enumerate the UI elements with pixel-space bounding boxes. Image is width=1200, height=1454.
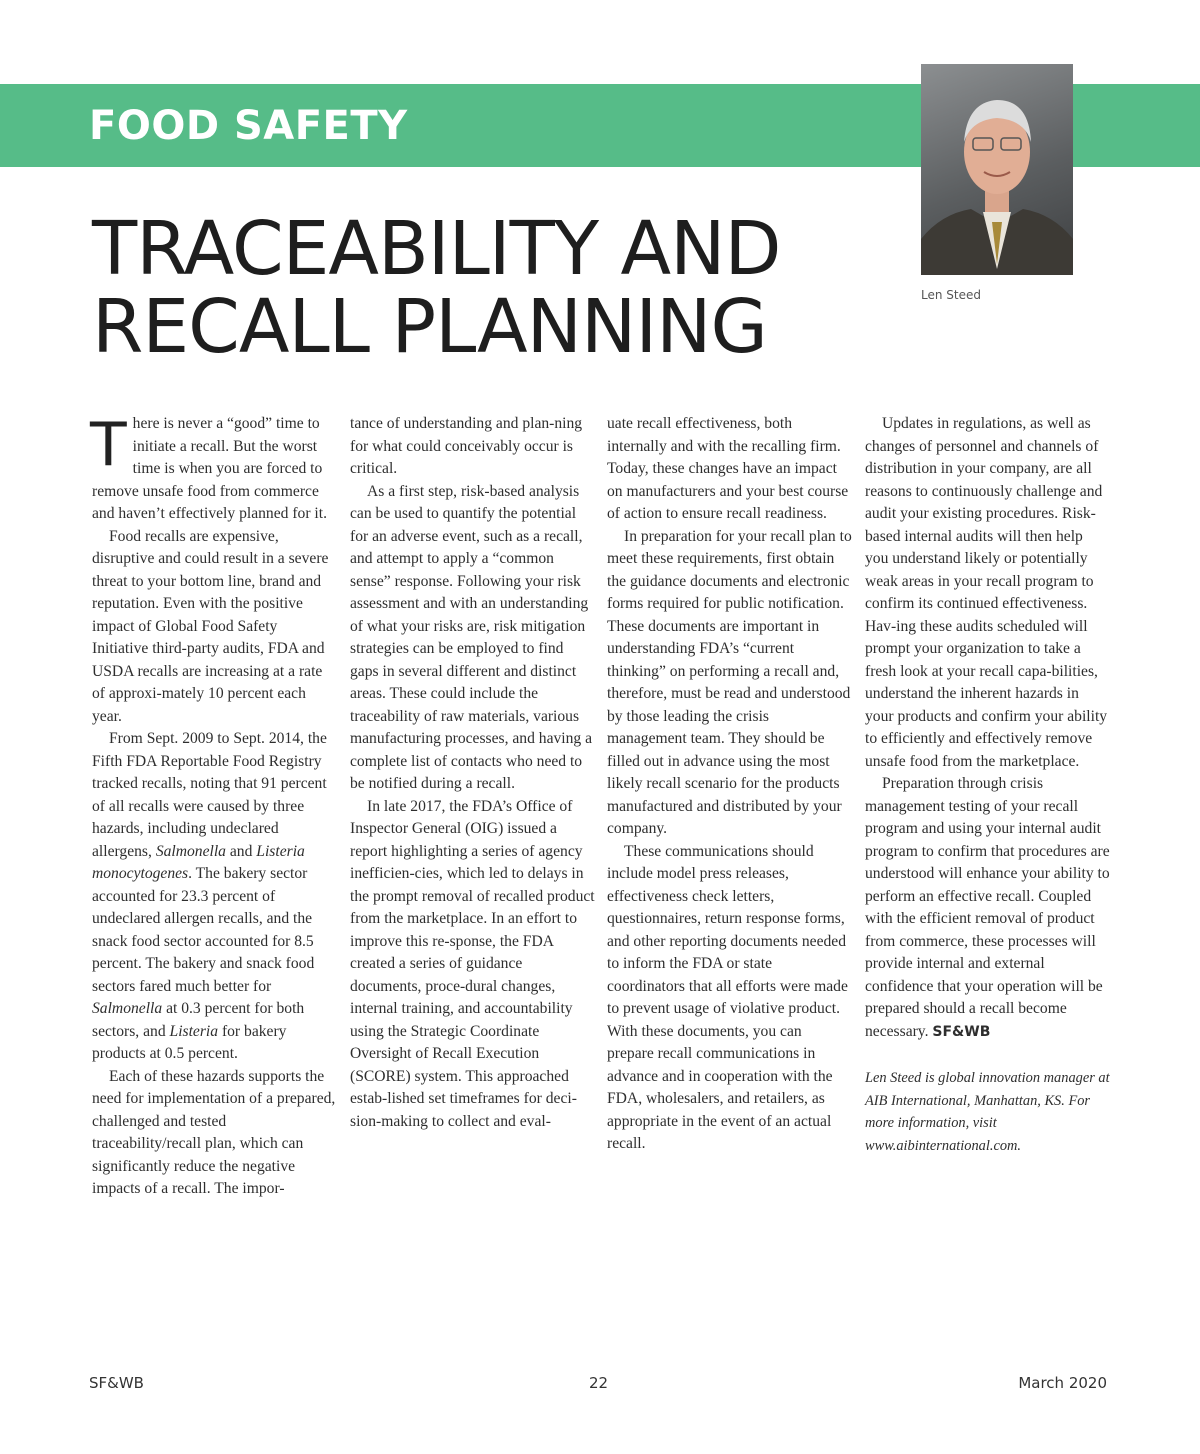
paragraph: These communications should include model press releases, effectiveness check letters, questionnaires, return response forms, and other reporting documents needed to inform the FDA or state coordinators that all efforts were made to prevent usage of violative product. With these documents, you can prepare recall communications in advance and in cooperation with the FDA, wholesalers, and retailers, as appropriate in the event of an actual recall. <box>607 842 848 1152</box>
paragraph-text: . The bakery sector accounted for 23.3 percent of undeclared allergen recalls, and the snack food sector accounted for 8.5 percent. The bakery and snack food sectors fared much better for <box>92 865 315 995</box>
paragraph: In late 2017, the FDA’s Office of Inspector General (OIG) issued a report highlighting a series of agency inefficien-cies, which led to delays in the prompt removal of recalled product from the marketplace. In an effort to improve this re-sponse, the FDA created a series of guidance documents, proce-dural changes, internal training, and accountability using the Strategic Coordinate Oversight of Recall Execution (SCORE) system. This approached estab-lished set timeframes for deci-sion-making to collect and eval- <box>350 797 595 1130</box>
paragraph: In preparation for your recall plan to meet these requirements, first obtain the guidance documents and electronic forms required for public notification. These documents are important in understanding FDA’s “current thinking” on performing a recall and, therefore, must be read and understood by those leading the crisis management team. They should be filled out in advance using the most likely recall scenario for the products manufactured and distributed by your company. <box>607 527 852 837</box>
species-name: Salmonella <box>155 842 226 860</box>
paragraph-text: Preparation through crisis management testing of your recall program and using your internal audit program to confirm that procedures are understood will enhance your ability to perform an effective recall. Coupled with the efficient removal of product from commerce, these processes will provide internal and external confidence that your operation will be prepared should a recall become necessary. <box>865 775 1110 1040</box>
column-2 <box>350 413 595 1133</box>
author-bio: Len Steed is global innovation manager at AIB International, Manhattan, KS. For more information, visit www.aibinternational.com. <box>865 1070 1110 1154</box>
paragraph: tance of understanding and plan-ning for what could conceivably occur is critical. <box>350 415 583 477</box>
article-headline <box>92 206 892 370</box>
species-name: Listeria monocytogenes <box>92 842 305 882</box>
column-1 <box>90 410 337 1201</box>
paragraph: Food recalls are expensive, disruptive and could result in a severe threat to your bottom line, brand and reputation. Even with the positive impact of Global Food Safety Initiative third-party audits, FDA and USDA recalls are increasing at a rate of approxi-mately 10 percent each year. <box>92 527 329 725</box>
column-3 <box>607 413 852 1156</box>
column-4 <box>865 413 1110 1157</box>
end-mark: SF&WB <box>932 1023 991 1040</box>
paragraph: uate recall effectiveness, both internally and with the recalling firm. Today, these changes have an impact on manufacturers and your best course of action to ensure recall readiness. <box>607 415 849 522</box>
paragraph-text: From Sept. 2009 to Sept. 2014, the Fifth FDA Reportable Food Registry tracked recalls, noting that 91 percent of all recalls were caused by three hazards, including undeclared allergens, <box>92 730 327 860</box>
species-name: Listeria <box>169 1022 219 1040</box>
paragraph-text: at 0.3 percent for both sectors, and <box>92 1000 305 1040</box>
paragraph-text: and <box>225 842 257 860</box>
paragraph <box>92 728 337 1066</box>
paragraph <box>90 410 337 526</box>
footer-date: March 2020 <box>1018 1374 1107 1392</box>
headline-line-2: RECALL PLANNING <box>92 284 767 370</box>
author-photo <box>921 64 1073 275</box>
paragraph-text: for bakery products at 0.5 percent. <box>92 1022 287 1062</box>
paragraph-text: here is never a “good” time to initiate a recall. But the worst time is when you are forced to remove unsafe food from commerce and haven’t effectively planned for it. <box>92 415 327 522</box>
page-number: 22 <box>589 1374 609 1392</box>
paragraph: Updates in regulations, as well as changes of personnel and channels of distribution in your company, are all reasons to continuously challenge and audit your existing procedures. Risk-based internal audits will then help you understand likely or potentially weak areas in your recall program to confirm its continued effectiveness. Hav-ing these audits scheduled will prompt your organization to take a fresh look at your recall capa-bilities, understand the inherent hazards in your products and confirm your ability to efficiently and effectively remove unsafe food from the marketplace. <box>865 415 1108 770</box>
photo-caption: Len Steed <box>921 288 981 302</box>
headline-line-1: TRACEABILITY AND <box>92 206 781 292</box>
footer-publication: SF&WB <box>89 1374 144 1392</box>
paragraph: As a first step, risk-based analysis can be used to quantify the potential for an adverse event, such as a recall, and attempt to apply a “common sense” response. Following your risk assessment and with an understanding of what your risks are, risk mitigation strategies can be employed to find gaps in several different and distinct areas. These could include the traceability of raw materials, various manufacturing processes, and having a complete list of contacts who need to be notified during a recall. <box>350 482 593 792</box>
drop-cap: T <box>90 410 127 480</box>
paragraph: Each of these hazards supports the need for implementation of a prepared, challenged and tested traceability/recall plan, which can significantly reduce the negative impacts of a recall. The impor- <box>92 1067 336 1197</box>
section-label: FOOD SAFETY <box>89 103 408 149</box>
paragraph <box>865 773 1110 1043</box>
species-name: Salmonella <box>92 1000 163 1017</box>
